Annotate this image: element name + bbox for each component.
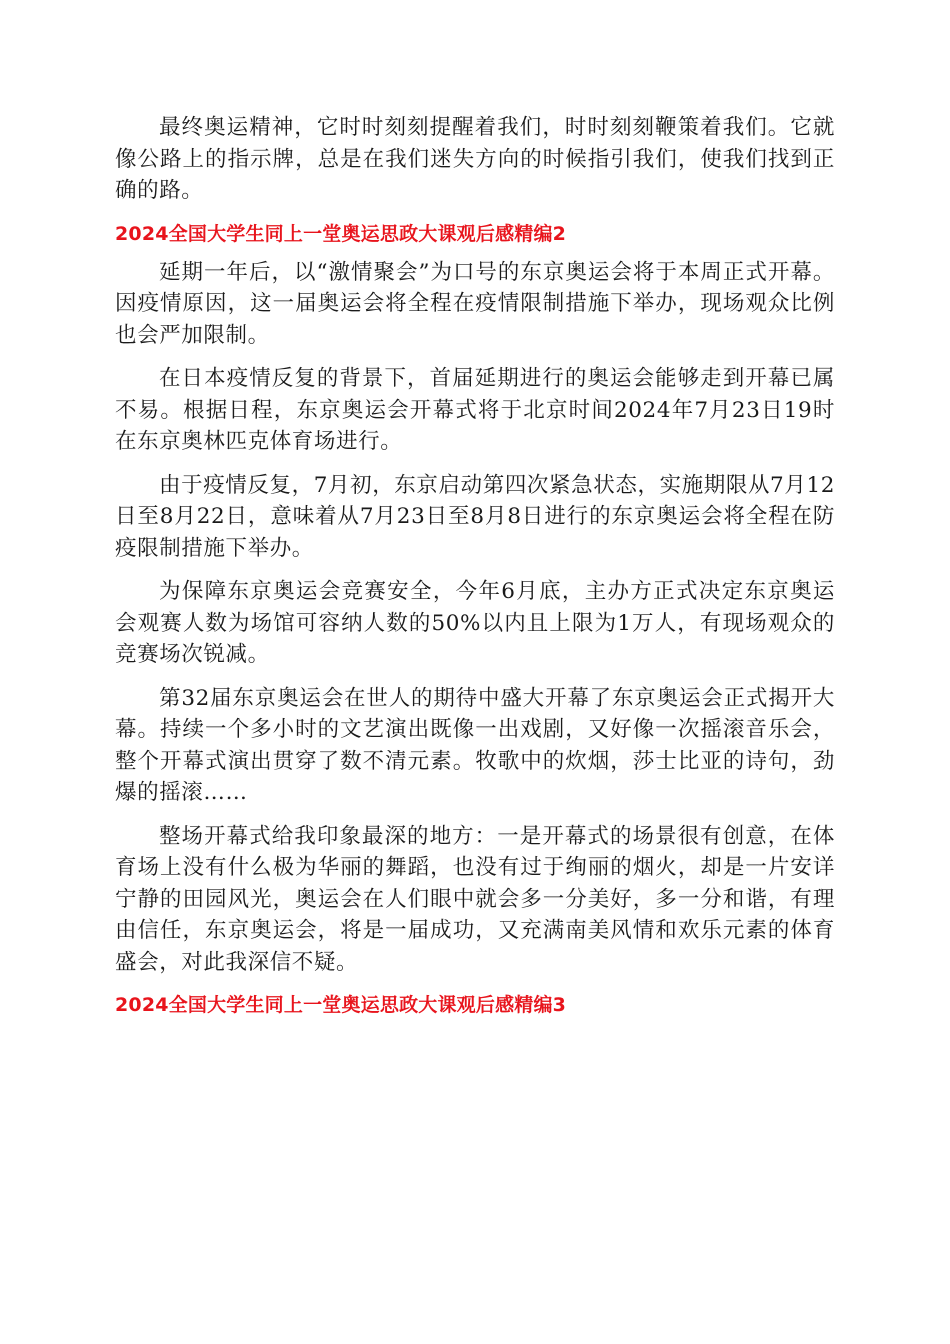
section2-paragraph-5: 第32届东京奥运会在世人的期待中盛大开幕了东京奥运会正式揭开大幕。持续一个多小时的文艺演出既像一出戏剧，又好像一次摇滚音乐会，整个开幕式演出贯穿了数不清元素。牧歌中的炊烟，莎士比亚的诗句，劲爆的摇滚…… <box>115 685 835 805</box>
document-page <box>115 112 835 1028</box>
section2-paragraph-3: 由于疫情反复，7月初，东京启动第四次紧急状态，实施期限从7月12日至8月22日，意味着从7月23日至8月8日进行的东京奥运会将全程在防疫限制措施下举办。 <box>115 472 835 561</box>
section2-paragraph-2: 在日本疫情反复的背景下，首届延期进行的奥运会能够走到开幕已属不易。根据日程，东京奥运会开幕式将于北京时间2024年7月23日19时在东京奥林匹克体育场进行。 <box>115 366 835 454</box>
intro-paragraph: 最终奥运精神，它时时刻刻提醒着我们，时时刻刻鞭策着我们。它就像公路上的指示牌，总是在我们迷失方向的时候指引我们，使我们找到正确的路。 <box>115 115 835 203</box>
section2-paragraph-1: 延期一年后，以“激情聚会”为口号的东京奥运会将于本周正式开幕。因疫情原因，这一届奥运会将全程在疫情限制措施下举办，现场观众比例也会严加限制。 <box>115 259 835 348</box>
section2-paragraph-6: 整场开幕式给我印象最深的地方：一是开幕式的场景很有创意，在体育场上没有什么极为华丽的舞蹈，也没有过于绚丽的烟火，却是一片安详宁静的田园风光，奥运会在人们眼中就会多一分美好，多一分和谐，有理由信任，东京奥运会，将是一届成功，又充满南美风情和欢乐元素的体育盛会，对此我深信不疑。 <box>115 823 835 975</box>
section-heading-3: 2024全国大学生同上一堂奥运思政大课观后感精编3 <box>115 994 567 1016</box>
section2-paragraph-4: 为保障东京奥运会竞赛安全，今年6月底，主办方正式决定东京奥运会观赛人数为场馆可容纳人数的50%以内且上限为1万人，有现场观众的竞赛场次锐减。 <box>115 579 835 667</box>
section-heading-2: 2024全国大学生同上一堂奥运思政大课观后感精编2 <box>115 222 567 245</box>
